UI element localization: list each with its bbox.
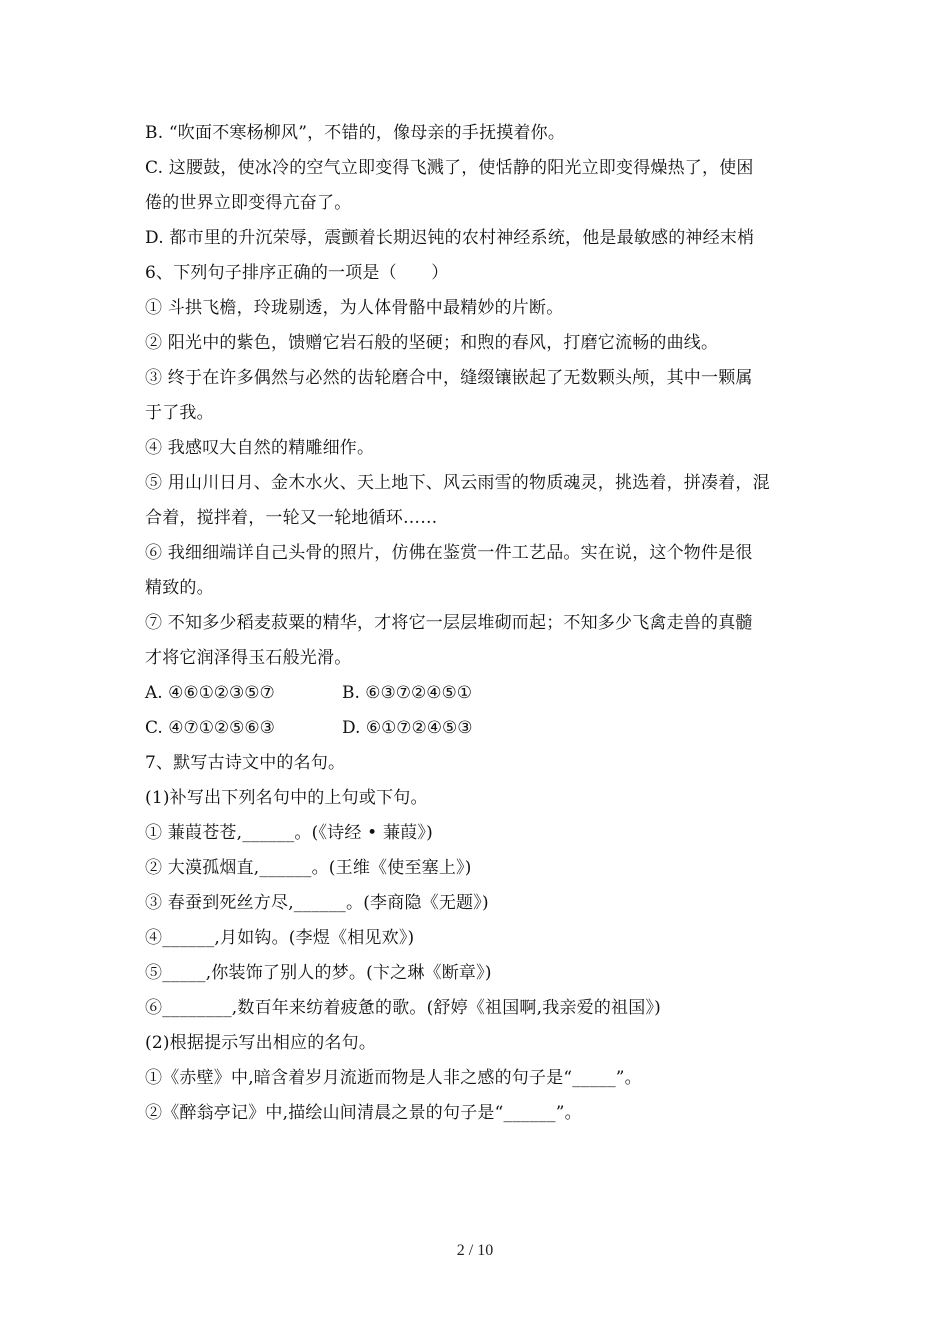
q6-option-c: C. ④⑦①②⑤⑥③	[145, 718, 275, 738]
q5-option-d: D. 都市里的升沉荣辱，震颤着长期迟钝的农村神经系统，他是最敏感的神经末梢	[145, 228, 755, 248]
q7-stem: 7、默写古诗文中的名句。	[145, 753, 346, 773]
q5-option-b: B. “吹面不寒杨柳风”，不错的，像母亲的手抚摸着你。	[145, 123, 566, 143]
q5-option-c-line1: C. 这腰鼓，使冰冷的空气立即变得飞溅了，使恬静的阳光立即变得燥热了，使困	[145, 158, 754, 178]
q6-sentence-6-line2: 精致的。	[145, 578, 214, 598]
q7-part2-item-1: ①《赤壁》中,暗含着岁月流逝而物是人非之感的句子是“_____”。	[145, 1068, 642, 1088]
q7-part1-item-4: ④______,月如钩。(李煜《相见欢》)	[145, 928, 415, 948]
q5-option-c-line2: 倦的世界立即变得亢奋了。	[145, 193, 352, 213]
q7-part1-title: (1)补写出下列名句中的上句或下句。	[145, 788, 428, 808]
q6-options-row-2	[145, 711, 810, 746]
q6-sentence-2: ② 阳光中的紫色，馈赠它岩石般的坚硬；和煦的春风，打磨它流畅的曲线。	[145, 333, 719, 353]
q6-sentence-1: ① 斗拱飞檐，玲珑剔透，为人体骨骼中最精妙的片断。	[145, 298, 564, 318]
q6-sentence-6-line1: ⑥ 我细细端详自己头骨的照片，仿佛在鉴赏一件工艺品。实在说，这个物件是很	[145, 543, 753, 563]
q6-sentence-3-line1: ③ 终于在许多偶然与必然的齿轮磨合中，缝缀镶嵌起了无数颗头颅，其中一颗属	[145, 368, 753, 388]
q7-part1-item-2: ② 大漠孤烟直,______。(王维《使至塞上》)	[145, 858, 472, 878]
q6-sentence-7-line2: 才将它润泽得玉石般光滑。	[145, 648, 352, 668]
page-number: 2 / 10	[456, 1242, 494, 1259]
q7-part1-item-1: ① 蒹葭苍苍,______。(《诗经 • 蒹葭》)	[145, 823, 433, 843]
q7-part1-item-6: ⑥________,数百年来纺着疲惫的歌。(舒婷《祖国啊,我亲爱的祖国》)	[145, 998, 661, 1018]
q7-part1-item-3: ③ 春蚕到死丝方尽,______。(李商隐《无题》)	[145, 893, 489, 913]
q6-sentence-4: ④ 我感叹大自然的精雕细作。	[145, 438, 375, 458]
q6-option-b: B. ⑥③⑦②④⑤①	[342, 683, 472, 703]
q6-option-d: D. ⑥①⑦②④⑤③	[342, 718, 473, 738]
q6-options-row-1	[145, 676, 810, 711]
q6-option-a: A. ④⑥①②③⑤⑦	[145, 683, 275, 703]
q6-sentence-3-line2: 于了我。	[145, 403, 214, 423]
q7-part2-item-2: ②《醉翁亭记》中,描绘山间清晨之景的句子是“______”。	[145, 1103, 582, 1123]
q6-sentence-7-line1: ⑦ 不知多少稻麦菽粟的精华，才将它一层层堆砌而起；不知多少飞禽走兽的真髓	[145, 613, 753, 633]
q7-part1-item-5: ⑤_____,你装饰了别人的梦。(卞之琳《断章》)	[145, 963, 492, 983]
q6-stem: 6、下列句子排序正确的一项是（ ）	[145, 263, 449, 283]
q6-sentence-5-line1: ⑤ 用山川日月、金木水火、天上地下、风云雨雪的物质魂灵，挑选着，拼凑着，混	[145, 473, 770, 493]
q7-part2-title: (2)根据提示写出相应的名句。	[145, 1033, 377, 1053]
q6-sentence-5-line2: 合着，搅拌着，一轮又一轮地循环……	[145, 508, 438, 528]
document-body	[145, 116, 810, 1131]
